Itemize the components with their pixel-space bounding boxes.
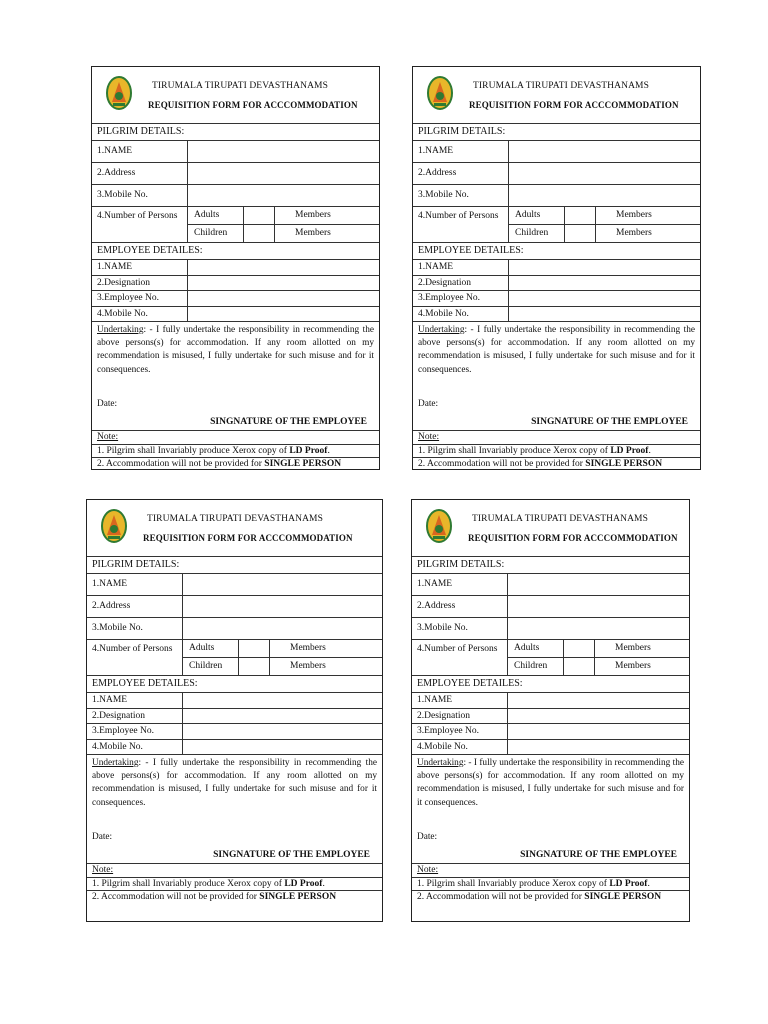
employee-designation-row — [413, 276, 700, 292]
number-of-persons-row — [413, 207, 700, 243]
employee-mobile-label: 4.Mobile No. — [413, 307, 509, 322]
adults-count-field[interactable] — [564, 207, 596, 224]
number-of-persons-row — [92, 207, 379, 243]
undertaking-block — [412, 755, 689, 864]
employee-section-heading: EMPLOYEE DETAILES: — [87, 676, 382, 693]
pilgrim-address-row — [413, 163, 700, 185]
employee-mobile-row — [412, 740, 689, 756]
pilgrim-address-label: 2.Address — [92, 163, 188, 184]
note-item-1: 1. Pilgrim shall Invariably produce Xerox copy of LD Proof. — [413, 445, 700, 459]
pilgrim-address-row — [87, 596, 382, 618]
employee-name-label: 1.NAME — [413, 260, 509, 275]
number-of-persons-row — [87, 640, 382, 676]
pilgrim-address-row — [92, 163, 379, 185]
adults-label: Adults — [515, 210, 541, 220]
employee-number-field[interactable] — [508, 724, 689, 739]
employee-number-field[interactable] — [509, 291, 700, 306]
employee-section-heading: EMPLOYEE DETAILES: — [412, 676, 689, 693]
requisition-form-bottom-right — [411, 499, 690, 922]
pilgrim-name-row — [92, 141, 379, 163]
employee-designation-label: 2.Designation — [92, 276, 188, 291]
children-count-field[interactable] — [564, 225, 596, 242]
employee-number-label: 3.Employee No. — [87, 724, 183, 739]
children-members-label: Members — [615, 661, 651, 671]
undertaking-block — [92, 322, 379, 431]
form-title: REQUISITION FORM FOR ACCCOMMODATION — [468, 533, 678, 543]
note-item-2: 2. Accommodation will not be provided for SINGLE PERSON — [418, 459, 663, 469]
children-label: Children — [515, 228, 549, 238]
note-heading: Note: — [92, 431, 379, 445]
employee-mobile-field[interactable] — [188, 307, 379, 322]
requisition-form-top-left — [91, 66, 380, 470]
pilgrim-name-row — [412, 574, 689, 596]
pilgrim-mobile-field[interactable] — [508, 618, 689, 639]
adults-members-label: Members — [295, 210, 331, 220]
undertaking-text: : - I fully undertake the responsibility in recommending the above persons(s) for accommodation. If any room allotted on my recommendation is misused, I fully undertake for such misuse and for it consequences. — [97, 325, 374, 375]
adults-members-label: Members — [615, 643, 651, 653]
children-members-label: Members — [290, 661, 326, 671]
undertaking-label: Undertaking — [97, 325, 144, 335]
employee-name-label: 1.NAME — [412, 693, 508, 708]
employee-designation-label: 2.Designation — [412, 709, 508, 724]
employee-designation-label: 2.Designation — [87, 709, 183, 724]
form-header — [412, 500, 689, 557]
number-of-persons-label: 4.Number of Persons — [412, 640, 508, 675]
employee-number-field[interactable] — [188, 291, 379, 306]
pilgrim-name-field[interactable] — [188, 141, 379, 162]
form-title: REQUISITION FORM FOR ACCCOMMODATION — [469, 100, 679, 110]
employee-signature-label: SINGNATURE OF THE EMPLOYEE — [210, 417, 367, 427]
note-item-2: 2. Accommodation will not be provided for SINGLE PERSON — [92, 892, 337, 902]
undertaking-text: : - I fully undertake the responsibility in recommending the above persons(s) for accommodation. If any room allotted on my recommendation is misused, I fully undertake for such misuse and for it consequences. — [418, 325, 695, 375]
employee-mobile-row — [87, 740, 382, 756]
pilgrim-address-field[interactable] — [188, 163, 379, 184]
employee-mobile-label: 4.Mobile No. — [412, 740, 508, 755]
pilgrim-name-field[interactable] — [508, 574, 689, 595]
adults-count-field[interactable] — [243, 207, 275, 224]
date-label: Date: — [92, 832, 113, 842]
form-title: REQUISITION FORM FOR ACCCOMMODATION — [143, 533, 353, 543]
adults-label: Adults — [194, 210, 220, 220]
note-item-1: 1. Pilgrim shall Invariably produce Xerox copy of LD Proof. — [92, 445, 379, 459]
adults-count-field[interactable] — [238, 640, 270, 657]
employee-designation-row — [412, 709, 689, 725]
note-heading: Note: — [412, 864, 689, 878]
employee-designation-field[interactable] — [188, 276, 379, 291]
employee-mobile-row — [92, 307, 379, 323]
children-count-field[interactable] — [238, 658, 270, 675]
pilgrim-address-field[interactable] — [183, 596, 382, 617]
date-label: Date: — [418, 399, 439, 409]
pilgrim-mobile-label: 3.Mobile No. — [87, 618, 183, 639]
employee-number-row — [413, 291, 700, 307]
pilgrim-mobile-row — [92, 185, 379, 207]
employee-designation-row — [87, 709, 382, 725]
form-header — [92, 67, 379, 124]
pilgrim-section-heading: PILGRIM DETAILS: — [87, 557, 382, 574]
employee-signature-label: SINGNATURE OF THE EMPLOYEE — [520, 850, 677, 860]
employee-name-field[interactable] — [188, 260, 379, 275]
children-label: Children — [194, 228, 228, 238]
ttd-emblem-icon — [426, 509, 452, 543]
employee-number-field[interactable] — [183, 724, 382, 739]
employee-mobile-row — [413, 307, 700, 323]
pilgrim-mobile-row — [412, 618, 689, 640]
children-label: Children — [514, 661, 548, 671]
employee-signature-label: SINGNATURE OF THE EMPLOYEE — [213, 850, 370, 860]
pilgrim-name-row — [413, 141, 700, 163]
undertaking-text: : - I fully undertake the responsibility in recommending the above persons(s) for accommodation. If any room allotted on my recommendation is misused, I fully undertake for such misuse and for it consequences. — [417, 758, 684, 808]
pilgrim-section-heading: PILGRIM DETAILS: — [92, 124, 379, 141]
pilgrim-address-field[interactable] — [508, 596, 689, 617]
employee-mobile-field[interactable] — [508, 740, 689, 755]
employee-name-field[interactable] — [509, 260, 700, 275]
number-of-persons-label: 4.Number of Persons — [92, 207, 188, 242]
employee-designation-row — [92, 276, 379, 292]
pilgrim-address-row — [412, 596, 689, 618]
children-members-label: Members — [295, 228, 331, 238]
employee-number-row — [92, 291, 379, 307]
employee-designation-field[interactable] — [183, 709, 382, 724]
employee-section-heading: EMPLOYEE DETAILES: — [413, 243, 700, 260]
employee-name-row — [413, 260, 700, 276]
note-heading: Note: — [87, 864, 382, 878]
pilgrim-mobile-label: 3.Mobile No. — [413, 185, 509, 206]
employee-mobile-field[interactable] — [183, 740, 382, 755]
pilgrim-address-field[interactable] — [509, 163, 700, 184]
pilgrim-mobile-field[interactable] — [509, 185, 700, 206]
pilgrim-mobile-label: 3.Mobile No. — [92, 185, 188, 206]
employee-name-row — [92, 260, 379, 276]
pilgrim-name-label: 1.NAME — [92, 141, 188, 162]
note-item-1: 1. Pilgrim shall Invariably produce Xerox copy of LD Proof. — [412, 878, 689, 892]
employee-name-row — [412, 693, 689, 709]
employee-name-label: 1.NAME — [92, 260, 188, 275]
employee-number-row — [87, 724, 382, 740]
pilgrim-mobile-field[interactable] — [183, 618, 382, 639]
adults-label: Adults — [514, 643, 540, 653]
pilgrim-mobile-label: 3.Mobile No. — [412, 618, 508, 639]
children-count-field[interactable] — [563, 658, 595, 675]
undertaking-label: Undertaking — [92, 758, 139, 768]
number-of-persons-label: 4.Number of Persons — [87, 640, 183, 675]
pilgrim-address-label: 2.Address — [87, 596, 183, 617]
pilgrim-section-heading: PILGRIM DETAILS: — [412, 557, 689, 574]
employee-name-field[interactable] — [183, 693, 382, 708]
employee-name-field[interactable] — [508, 693, 689, 708]
organization-name: TIRUMALA TIRUPATI DEVASTHANAMS — [152, 81, 328, 91]
form-header — [413, 67, 700, 124]
organization-name: TIRUMALA TIRUPATI DEVASTHANAMS — [473, 81, 649, 91]
form-title: REQUISITION FORM FOR ACCCOMMODATION — [148, 100, 358, 110]
pilgrim-name-row — [87, 574, 382, 596]
date-label: Date: — [417, 832, 438, 842]
note-item-2: 2. Accommodation will not be provided for SINGLE PERSON — [417, 892, 662, 902]
requisition-form-top-right — [412, 66, 701, 470]
employee-designation-label: 2.Designation — [413, 276, 509, 291]
pilgrim-section-heading: PILGRIM DETAILS: — [413, 124, 700, 141]
requisition-form-bottom-left — [86, 499, 383, 922]
undertaking-block — [413, 322, 700, 431]
pilgrim-name-field[interactable] — [509, 141, 700, 162]
employee-name-label: 1.NAME — [87, 693, 183, 708]
children-count-field[interactable] — [243, 225, 275, 242]
note-item-2: 2. Accommodation will not be provided for SINGLE PERSON — [97, 459, 342, 469]
pilgrim-name-label: 1.NAME — [413, 141, 509, 162]
employee-mobile-label: 4.Mobile No. — [92, 307, 188, 322]
employee-number-row — [412, 724, 689, 740]
ttd-emblem-icon — [427, 76, 453, 110]
ttd-emblem-icon — [106, 76, 132, 110]
number-of-persons-label: 4.Number of Persons — [413, 207, 509, 242]
date-label: Date: — [97, 399, 118, 409]
undertaking-block — [87, 755, 382, 864]
employee-name-row — [87, 693, 382, 709]
adults-members-label: Members — [290, 643, 326, 653]
pilgrim-name-label: 1.NAME — [87, 574, 183, 595]
form-header — [87, 500, 382, 557]
pilgrim-mobile-row — [413, 185, 700, 207]
pilgrim-address-label: 2.Address — [412, 596, 508, 617]
adults-count-field[interactable] — [563, 640, 595, 657]
ttd-emblem-icon — [101, 509, 127, 543]
pilgrim-mobile-field[interactable] — [188, 185, 379, 206]
note-heading: Note: — [413, 431, 700, 445]
employee-designation-field[interactable] — [508, 709, 689, 724]
employee-section-heading: EMPLOYEE DETAILES: — [92, 243, 379, 260]
children-members-label: Members — [616, 228, 652, 238]
undertaking-text: : - I fully undertake the responsibility in recommending the above persons(s) for accommodation. If any room allotted on my recommendation is misused, I fully undertake for such misuse and for it consequences. — [92, 758, 377, 808]
undertaking-label: Undertaking — [418, 325, 465, 335]
organization-name: TIRUMALA TIRUPATI DEVASTHANAMS — [472, 514, 648, 524]
employee-number-label: 3.Employee No. — [412, 724, 508, 739]
adults-label: Adults — [189, 643, 215, 653]
employee-designation-field[interactable] — [509, 276, 700, 291]
organization-name: TIRUMALA TIRUPATI DEVASTHANAMS — [147, 514, 323, 524]
employee-signature-label: SINGNATURE OF THE EMPLOYEE — [531, 417, 688, 427]
pilgrim-name-field[interactable] — [183, 574, 382, 595]
adults-members-label: Members — [616, 210, 652, 220]
undertaking-label: Undertaking — [417, 758, 464, 768]
number-of-persons-row — [412, 640, 689, 676]
pilgrim-mobile-row — [87, 618, 382, 640]
employee-mobile-label: 4.Mobile No. — [87, 740, 183, 755]
employee-number-label: 3.Employee No. — [92, 291, 188, 306]
pilgrim-address-label: 2.Address — [413, 163, 509, 184]
note-item-1: 1. Pilgrim shall Invariably produce Xerox copy of LD Proof. — [87, 878, 382, 892]
pilgrim-name-label: 1.NAME — [412, 574, 508, 595]
children-label: Children — [189, 661, 223, 671]
employee-mobile-field[interactable] — [509, 307, 700, 322]
employee-number-label: 3.Employee No. — [413, 291, 509, 306]
